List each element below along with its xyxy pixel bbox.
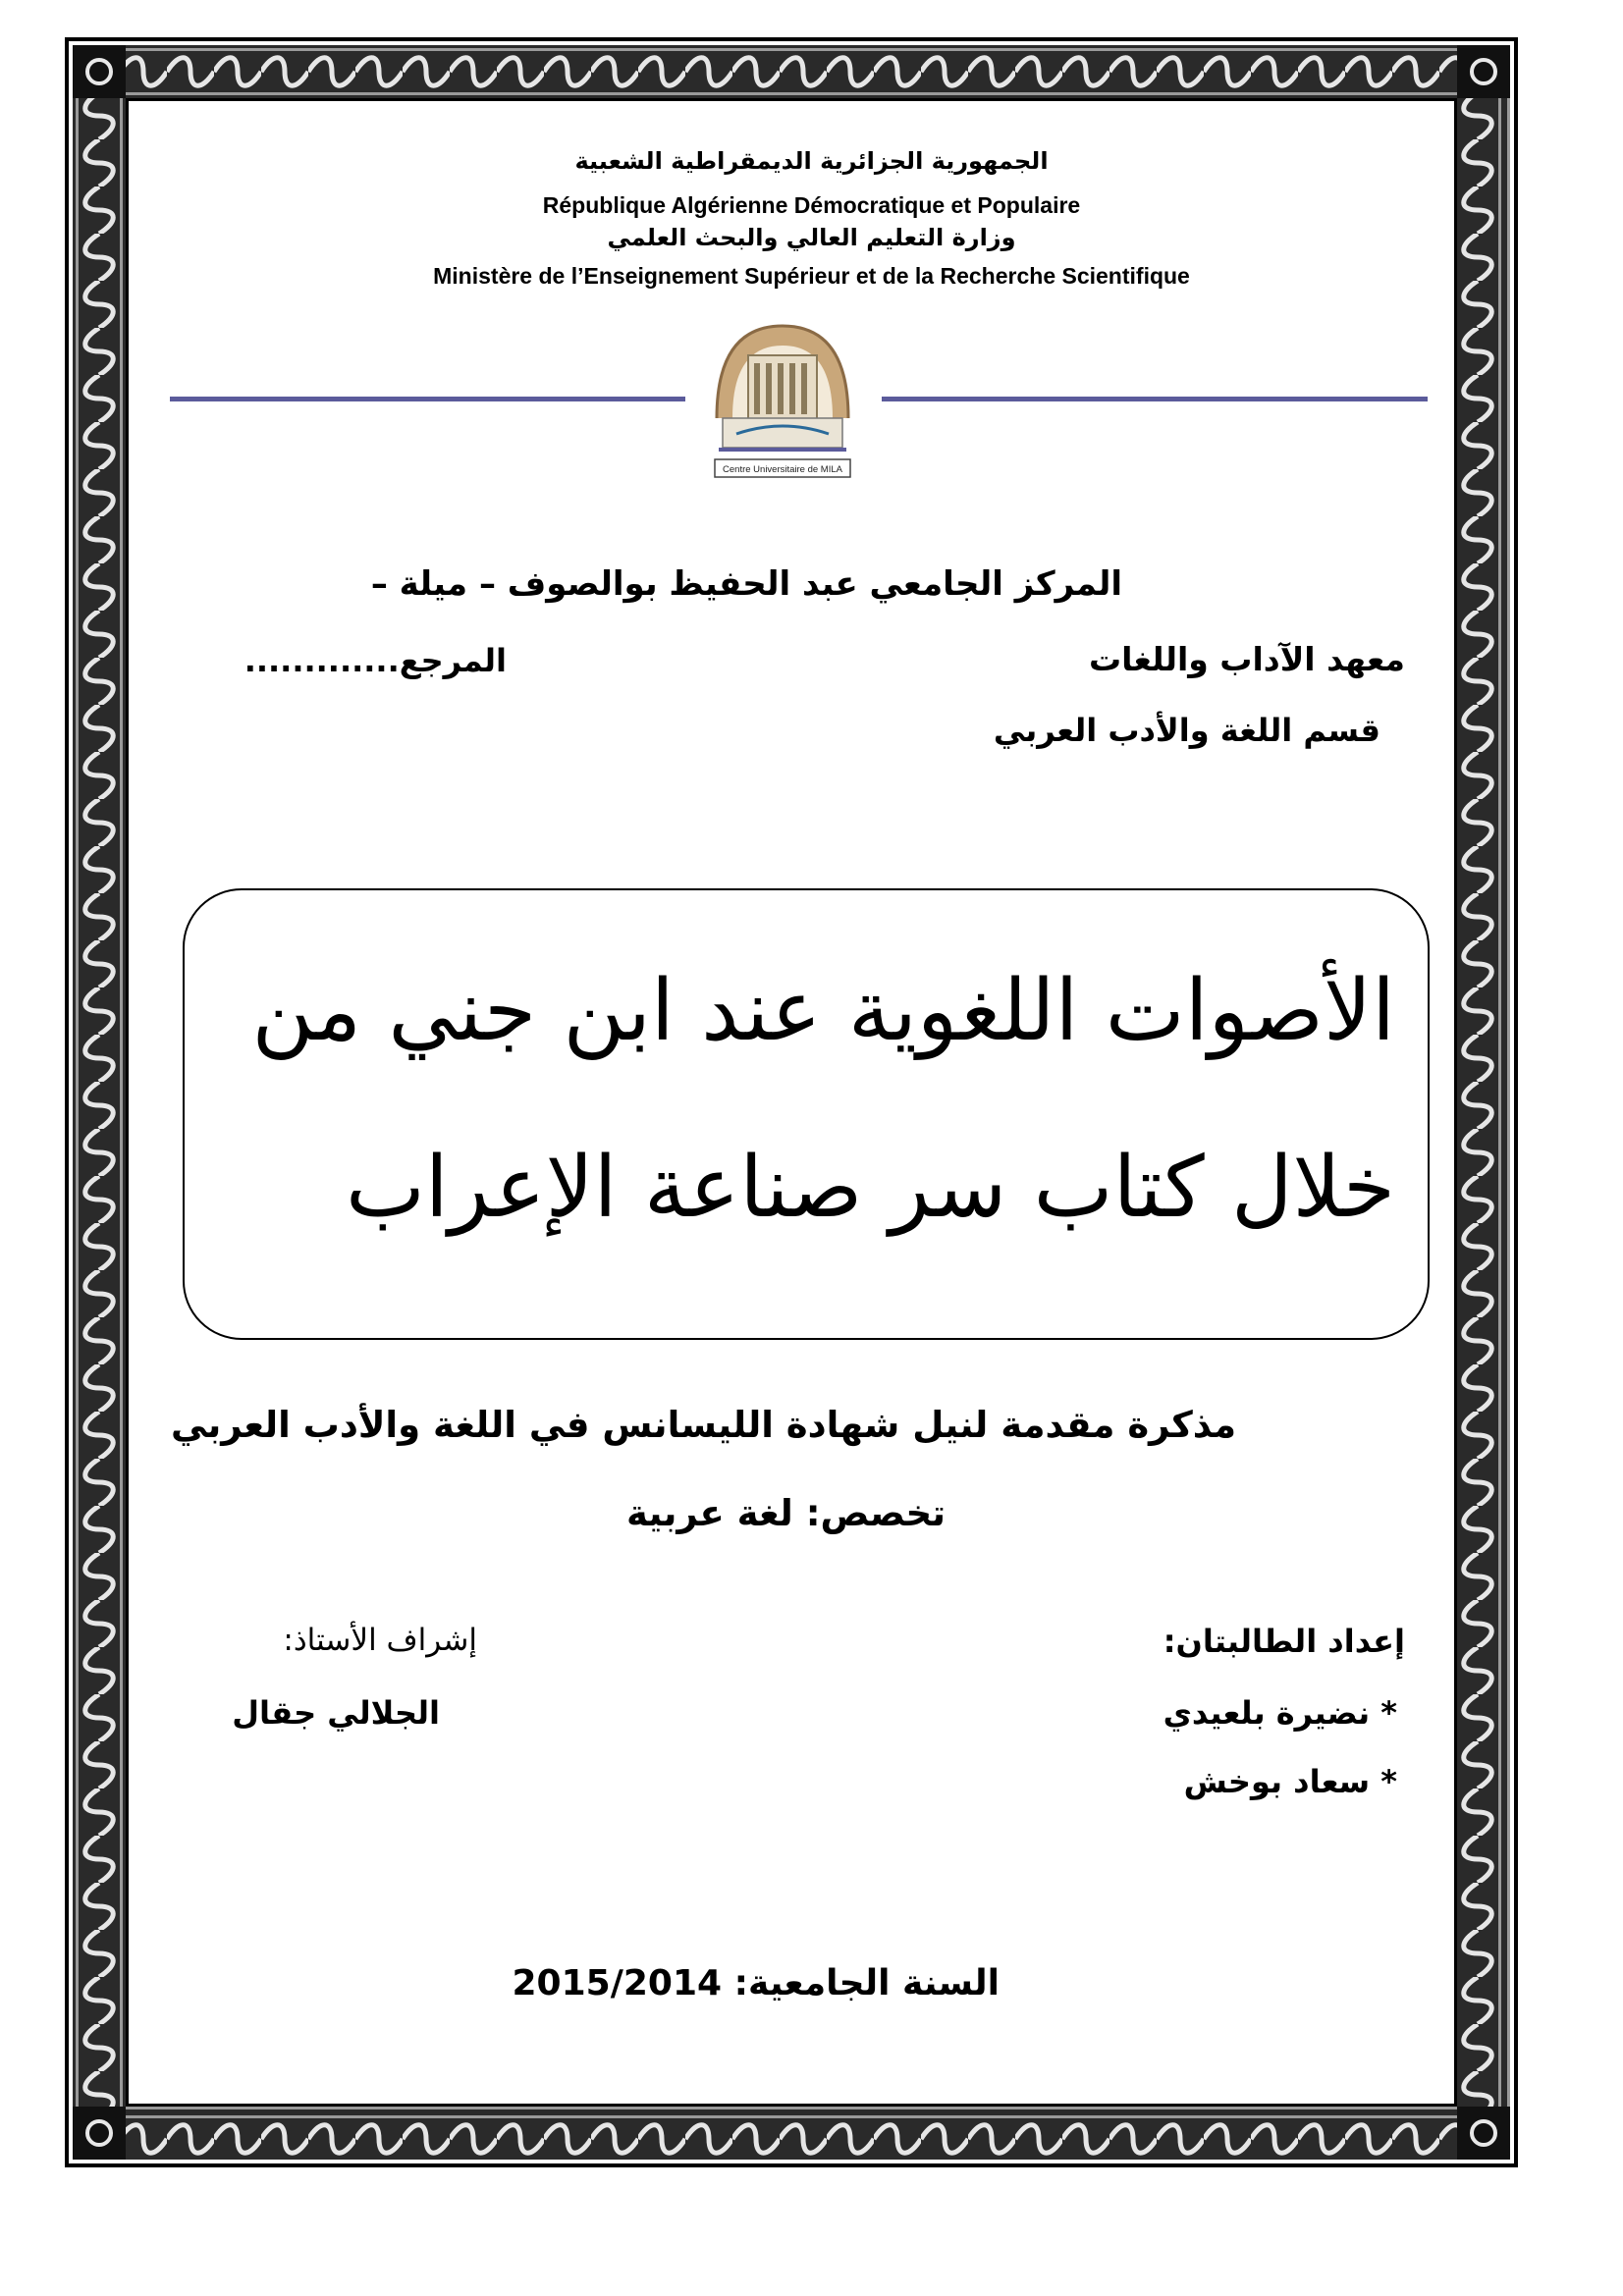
student-1: * نضيرة بلعيدي bbox=[1163, 1694, 1397, 1732]
republic-ar: الجمهورية الجزائرية الديمقراطية الشعبية bbox=[574, 147, 1049, 175]
thesis-title-line-1: الأصوات اللغوية عند ابن جني من bbox=[251, 962, 1395, 1060]
reference-field: المرجع............. bbox=[243, 642, 507, 679]
institute-name: معهد الآداب واللغات bbox=[1088, 640, 1405, 678]
corner-ornament-bottom-left bbox=[73, 2107, 126, 2160]
thesis-title-box bbox=[183, 888, 1430, 1340]
academic-year-value: 2015/2014 bbox=[512, 1963, 723, 2003]
supervisor-name: الجلالي جقال bbox=[232, 1694, 440, 1732]
student-2: * سعاد بوخش bbox=[1183, 1763, 1397, 1800]
thesis-title-line-2: خلال كتاب سر صناعة الإعراب bbox=[345, 1139, 1395, 1237]
department-name: قسم اللغة والأدب العربي bbox=[993, 712, 1380, 749]
header-rule-left bbox=[170, 397, 685, 401]
specialty: تخصص: لغة عربية bbox=[626, 1492, 946, 1534]
academic-year-label: السنة الجامعية: bbox=[733, 1963, 1000, 2003]
corner-ornament-bottom-right bbox=[1457, 2107, 1510, 2160]
republic-fr: République Algérienne Démocratique et Populaire bbox=[542, 192, 1081, 218]
ministry-fr: Ministère de l’Enseignement Supérieur et de la Recherche Scientifique bbox=[433, 263, 1190, 289]
header-rule-right bbox=[882, 397, 1428, 401]
corner-ornament-top-left bbox=[73, 45, 126, 98]
corner-ornament-top-right bbox=[1457, 45, 1510, 98]
logo-caption: Centre Universitaire de MILA bbox=[723, 464, 842, 475]
supervisor-label: إشراف الأستاذ: bbox=[283, 1623, 477, 1658]
students-label: إعداد الطالبتان: bbox=[1163, 1623, 1405, 1660]
ministry-ar: وزارة التعليم العالي والبحث العلمي bbox=[607, 224, 1016, 251]
center-name: المركز الجامعي عبد الحفيظ بوالصوف – ميلة – bbox=[370, 564, 1122, 604]
university-logo bbox=[703, 316, 862, 483]
degree-memo: مذكرة مقدمة لنيل شهادة الليسانس في اللغة والأدب العربي bbox=[170, 1404, 1236, 1446]
academic-year bbox=[513, 1963, 1001, 2003]
